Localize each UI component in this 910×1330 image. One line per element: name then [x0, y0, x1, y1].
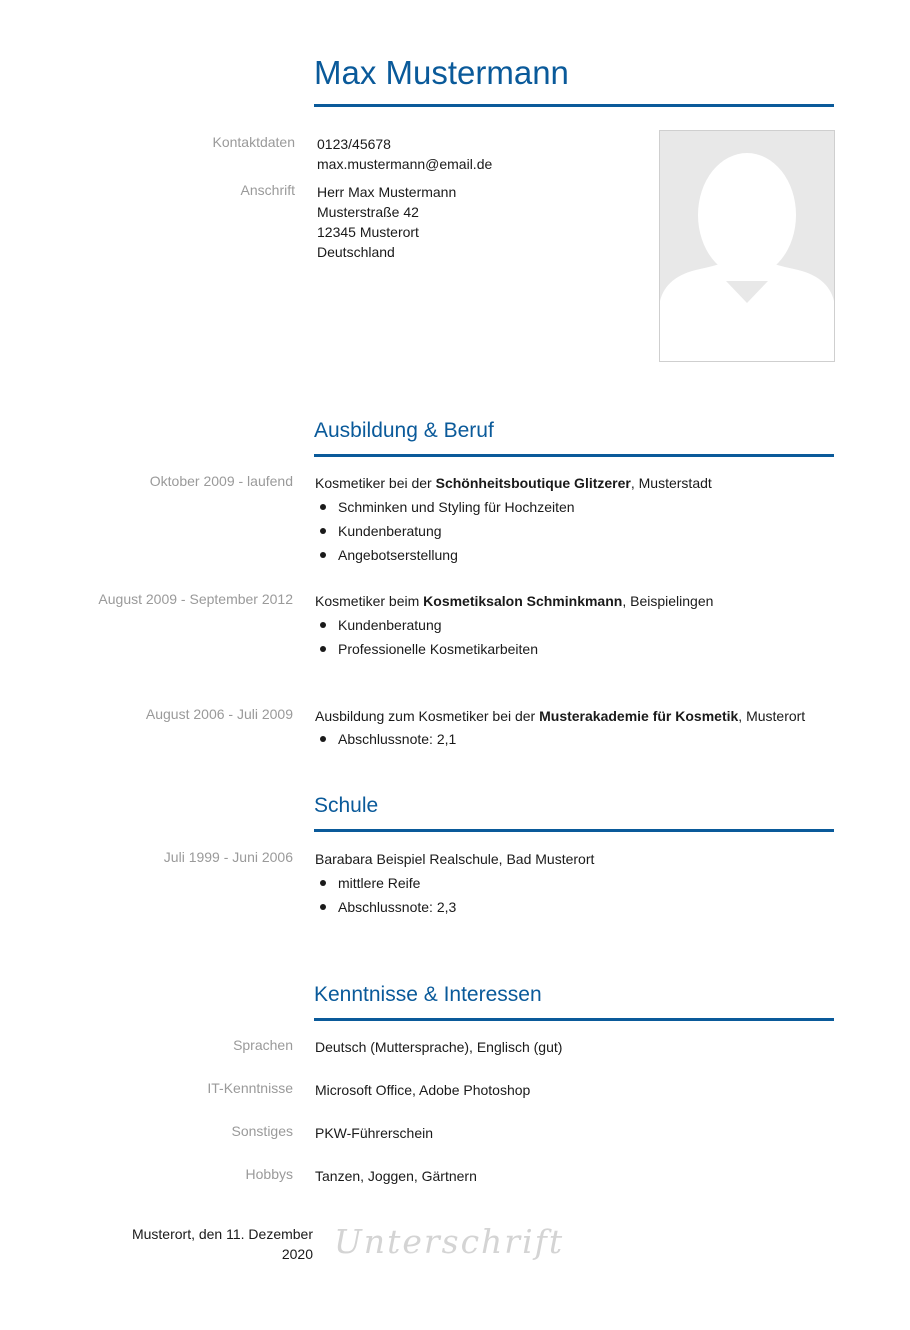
section-underline — [314, 829, 834, 832]
entry-title: Kosmetiker bei der Schönheitsboutique Glitzerer, Musterstadt — [315, 475, 712, 491]
skill-label: Sonstiges — [231, 1123, 293, 1139]
skill-label: Sprachen — [233, 1037, 293, 1053]
entry-title: Kosmetiker beim Kosmetiksalon Schminkmann, Beispielingen — [315, 593, 714, 609]
skill-value: Deutsch (Muttersprache), Englisch (gut) — [315, 1039, 563, 1055]
address-line: Musterstraße 42 — [317, 204, 419, 220]
address-line: Herr Max Mustermann — [317, 184, 457, 200]
skill-value: Microsoft Office, Adobe Photoshop — [315, 1082, 531, 1098]
section-title-career: Ausbildung & Beruf — [314, 419, 494, 442]
skill-label: Hobbys — [245, 1166, 293, 1182]
entry-date: Juli 1999 - Juni 2006 — [163, 849, 293, 865]
section-title-skills: Kenntnisse & Interessen — [314, 983, 542, 1006]
list-item: Abschlussnote: 2,3 — [315, 895, 456, 919]
entry-date: August 2009 - September 2012 — [98, 591, 293, 607]
list-item: Kundenberatung — [315, 519, 575, 543]
entry-organization: Musterakademie für Kosmetik — [539, 708, 739, 724]
section-title-school: Schule — [314, 794, 379, 817]
entry-organization: Kosmetiksalon Schminkmann — [423, 593, 623, 609]
entry-bullets — [315, 871, 456, 919]
person-silhouette-icon — [660, 131, 834, 361]
place-and-date — [100, 1224, 313, 1264]
list-item: Kundenberatung — [315, 613, 538, 637]
section-underline — [314, 454, 834, 457]
address-label: Anschrift — [240, 182, 295, 198]
entry-bullets — [315, 495, 575, 567]
list-item: Schminken und Styling für Hochzeiten — [315, 495, 575, 519]
place-date-line: Musterort, den 11. Dezember — [131, 1226, 313, 1242]
skill-value: Tanzen, Joggen, Gärtnern — [315, 1168, 477, 1184]
list-item: Professionelle Kosmetikarbeiten — [315, 637, 538, 661]
list-item: Abschlussnote: 2,1 — [315, 727, 456, 751]
entry-title: Ausbildung zum Kosmetiker bei der Musterakademie für Kosmetik, Musterort — [315, 708, 806, 724]
cv-name: Max Mustermann — [314, 54, 569, 91]
section-underline — [314, 1018, 834, 1021]
entry-bullets — [315, 727, 456, 751]
profile-photo — [659, 130, 835, 362]
name-underline — [314, 104, 834, 107]
email-address: max.mustermann@email.de — [317, 156, 493, 172]
entry-date: August 2006 - Juli 2009 — [145, 706, 293, 722]
address-line: Deutschland — [317, 244, 395, 260]
skill-value: PKW-Führerschein — [315, 1125, 434, 1141]
entry-organization: Schönheitsboutique Glitzerer — [435, 475, 631, 491]
place-date-line: 2020 — [281, 1246, 313, 1262]
entry-title: Barabara Beispiel Realschule, Bad Musterort — [315, 851, 595, 867]
entry-date: Oktober 2009 - laufend — [149, 473, 293, 489]
skill-label: IT-Kenntnisse — [207, 1080, 293, 1096]
list-item: mittlere Reife — [315, 871, 456, 895]
contact-label: Kontaktdaten — [212, 134, 295, 150]
list-item: Angebotserstellung — [315, 543, 575, 567]
signature: Unterschrift — [334, 1222, 565, 1261]
address-line: 12345 Musterort — [317, 224, 419, 240]
entry-bullets — [315, 613, 538, 661]
phone-number: 0123/45678 — [317, 136, 391, 152]
